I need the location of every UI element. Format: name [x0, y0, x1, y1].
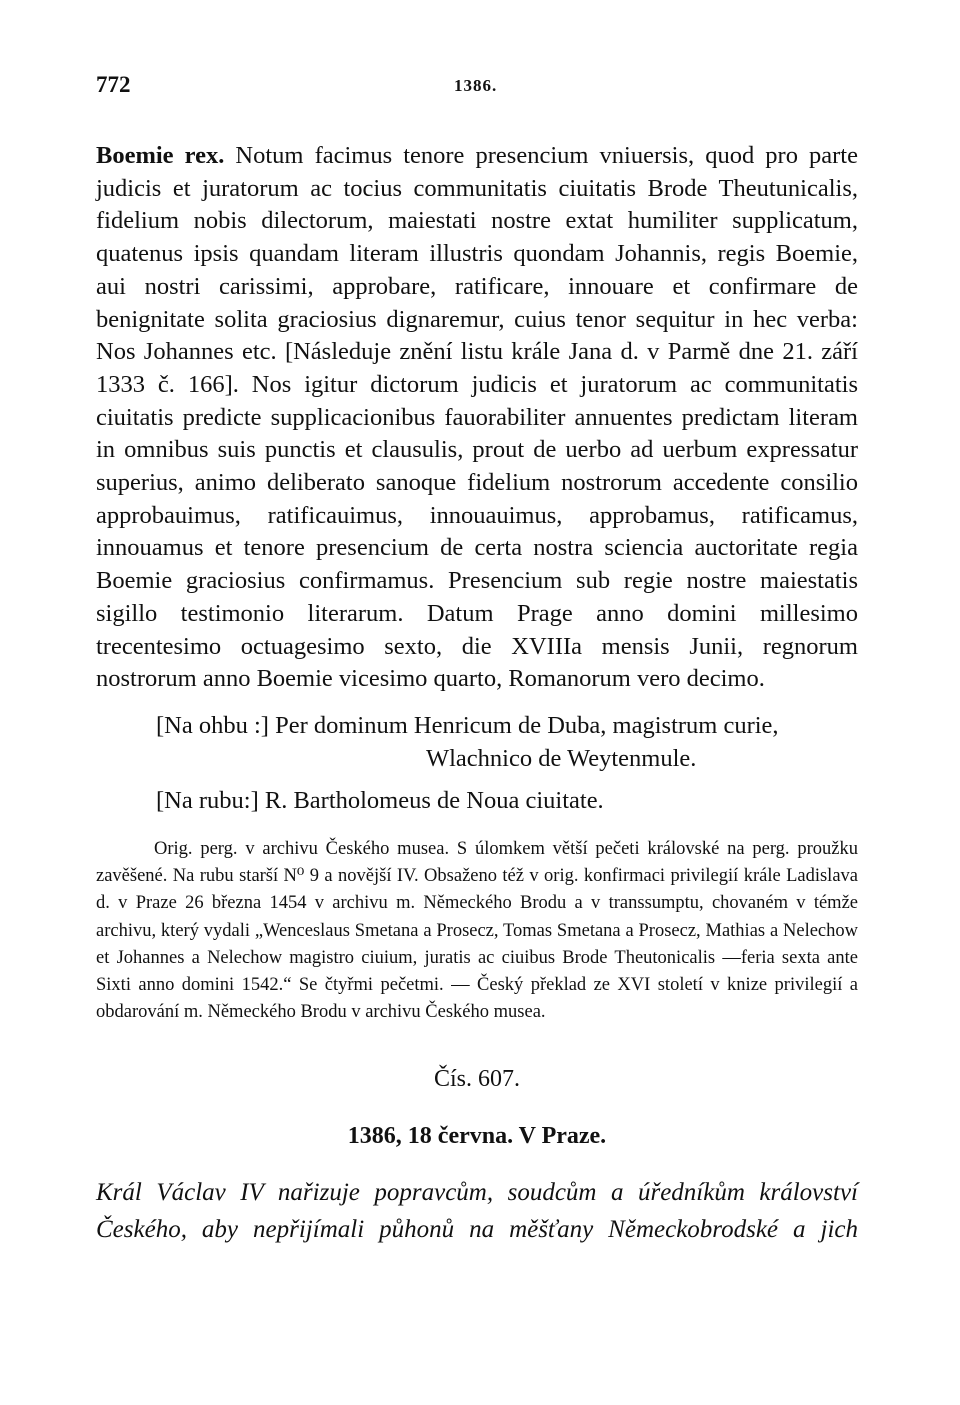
annotation-ohbu: [Na ohbu :] Per dominum Henricum de Duba, magistrum curie, [156, 711, 779, 739]
annotation-rubu: [Na rubu:] R. Bartholomeus de Noua ciuitate. [156, 787, 604, 815]
page-header [96, 72, 858, 108]
document-regest: Král Václav IV nařizuje popravcům, soudcům a úředníkům království Českého, aby nepřijímali půhonů na měšťany Německobrodské a jich [96, 1179, 858, 1244]
charter-lead: Boemie rex. [96, 142, 225, 169]
annotation-ohbu-continuation: Wlachnico de Weytenmule. [426, 744, 697, 772]
notes-paragraph: Orig. perg. v archivu Českého musea. S úlomkem větší pečeti královské na perg. proužku zavěšené. Na rubu starší N⁰ 9 a novější IV. Obsaženo též v orig. konfirmaci privilegií krále Ladislava d. v Praze 26 března 1454 v archivu m. Německého Brodu a v transsumptu, chovaném v témže archivu, který vydali „Wenceslaus Smetana a Prosecz, Tomas Smetana a Prosecz, Mathias a Nelechow et Johannes a Nelechow magistro ciuium, juratis ac ciuibus Brode Theutonicalis —feria sexta ante Sixti anno domini 1542.“ Se čtyřmi pečetmi. — Český překlad ze XVI století v knize privilegií a obdarování m. Německého Brodu v archivu Českého musea. [96, 839, 858, 1023]
charter-body: Notum facimus tenore presencium vniuersis, quod pro parte judicis et juratorum ac tocius communitatis ciuitatis Brode Theutunicalis, fidelium nobis dilectorum, maiestati nostre extat humiliter supplicatum, quatenus ipsis quandam literam illustris quondam Johannis, regis Boemie, aui nostri carissimi, approbare, ratificare, innouare et confirmare de benignitate solita graciosius dignaremur, cuius tenor sequitur in hec verba: Nos Johannes etc. [Následuje znění listu krále Jana d. v Parmě dne 21. září 1333 č. 166]. Nos igitur dictorum judicis et juratorum ac communitatis ciuitatis predicte supplicacionibus fauorabiliter annuentes predictam literam in omnibus suis punctis et clausulis, prout de uerbo ad uerbum expressatur superius, animo deliberato sanoque fidelium nostrorum accedente consilio approbauimus, ratificauimus, innouauimus, approbamus, ratificamus, innouamus et tenore presencium de certa nostra sciencia auctoritate regia Boemie graciosius confirmamus. Presencium sub regie nostre maiestatis sigillo testimonio literarum. Datum Prage anno domini millesimo trecentesimo octuagesimo sexto, die XVIIIa mensis Junii, regnorum nostrorum anno Boemie vicesimo quarto, Romanorum vero decimo. [96, 142, 858, 693]
document-date-place: 1386, 18 června. V Praze. [347, 1123, 607, 1150]
charter-text [96, 140, 858, 696]
editorial-notes [96, 836, 858, 1026]
page-number: 772 [96, 72, 131, 97]
document-number: Čís. 607. [433, 1066, 520, 1093]
document-page [96, 72, 858, 1248]
running-head-year: 1386. [454, 76, 498, 95]
